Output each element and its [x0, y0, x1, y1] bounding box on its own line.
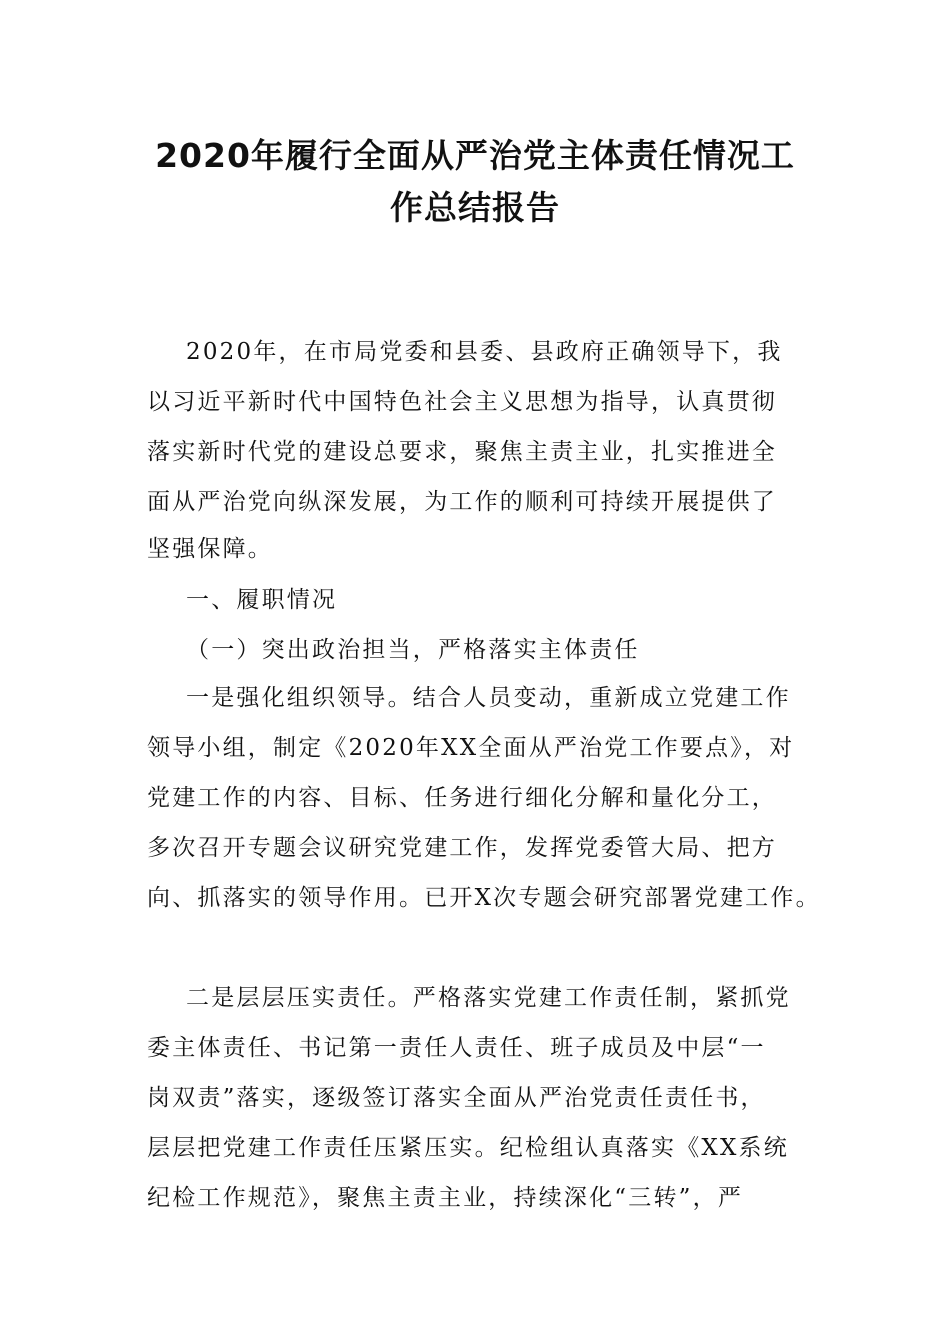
body-paragraph-line: 岗双责”落实，逐级签订落实全面从严治党责任责任书， [147, 1085, 766, 1111]
body-paragraph-line: 纪检工作规范》，聚焦主责主业，持续深化“三转”，严 [147, 1185, 744, 1211]
body-paragraph-line: 委主体责任、书记第一责任人责任、班子成员及中层“一 [147, 1035, 766, 1061]
body-paragraph-line: 向、抓落实的领导作用。已开X次专题会研究部署党建工作。 [147, 885, 821, 911]
body-paragraph-line: 以习近平新时代中国特色社会主义思想为指导，认真贯彻 [147, 389, 777, 415]
body-paragraph-line: 党建工作的内容、目标、任务进行细化分解和量化分工， [147, 785, 777, 811]
body-paragraph-line: 落实新时代党的建设总要求，聚焦主责主业，扎实推进全 [147, 439, 777, 465]
body-paragraph-line: 坚强保障。 [147, 536, 273, 562]
body-paragraph-line: 领导小组，制定《2020年XX全面从严治党工作要点》，对 [147, 735, 795, 761]
body-paragraph-line: 二是层层压实责任。严格落实党建工作责任制，紧抓党 [186, 985, 791, 1011]
document-title-line-2: 作总结报告 [390, 188, 560, 227]
document-title-line-1: 2020年履行全面从严治党主体责任情况工 [155, 136, 795, 175]
body-paragraph-line: 面从严治党向纵深发展，为工作的顺利可持续开展提供了 [147, 489, 777, 515]
subsection-heading: （一）突出政治担当，严格落实主体责任 [186, 637, 640, 663]
body-paragraph-line: 一是强化组织领导。结合人员变动，重新成立党建工作 [186, 685, 791, 711]
body-paragraph-line: 多次召开专题会议研究党建工作，发挥党委管大局、把方 [147, 835, 777, 861]
body-paragraph-line: 2020年，在市局党委和县委、县政府正确领导下，我 [186, 339, 783, 365]
section-heading: 一、履职情况 [186, 587, 338, 613]
body-paragraph-line: 层层把党建工作责任压紧压实。纪检组认真落实《XX系统 [147, 1135, 789, 1161]
